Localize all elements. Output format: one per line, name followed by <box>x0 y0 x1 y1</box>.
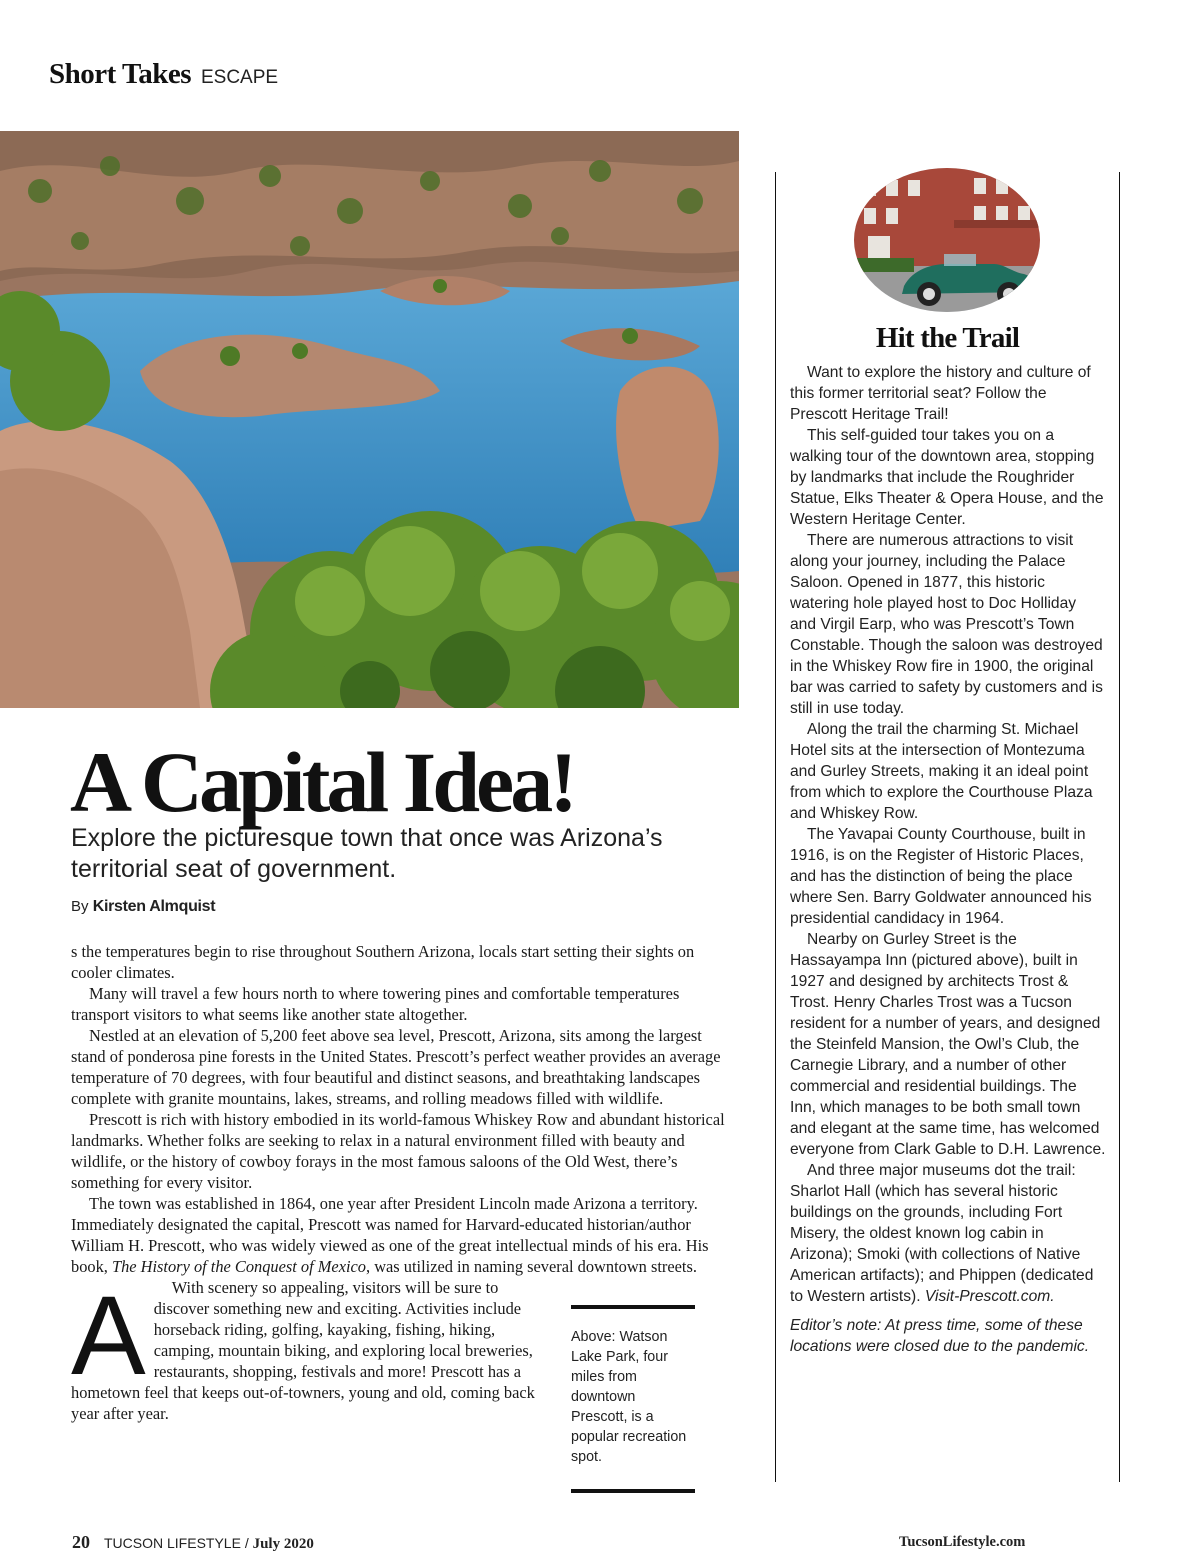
article-title: A Capital Idea! <box>70 734 574 830</box>
sidebar-paragraph: And three major museums dot the trail: Sharlot Hall (which has several historic buildings on the grounds, including Fort Misery, the oldest known log cabin in Arizona); Smoki (with collections of Native American artifacts); and Phippen (dedicated to Western artists). Visit-Prescott.com. <box>790 1162 1094 1305</box>
sidebar-paragraph: The Yavapai County Courthouse, built in 1916, is on the Register of Historic Places, and has the distinction of being the place where Sen. Barry Goldwater announced his presidential candidacy in 1964. <box>790 826 1092 927</box>
website-url[interactable]: TucsonLifestyle.com <box>899 1534 1026 1550</box>
website-link[interactable]: Visit-Prescott.com. <box>924 1288 1055 1305</box>
sidebar <box>775 172 1120 1482</box>
body-paragraph: With scenery so appealing, visitors will be sure to discover something new and exciting. Activities include horseback riding, golfing, kayaking, fishing, hiking, camping, mountain biking, and exploring local breweries, restaurants, shopping, festivals and more! Prescott has a hometown feel that keeps out-of-towners, young and old, coming back year after year. <box>71 1278 535 1423</box>
magazine-name: TUCSON LIFESTYLE <box>104 1535 241 1551</box>
sidebar-body <box>790 362 1106 1357</box>
article-deck: Explore the picturesque town that once was Arizona’s territorial seat of government. <box>71 824 663 883</box>
page-footer <box>72 1532 314 1553</box>
sidebar-title: Hit the Trail <box>875 322 1020 354</box>
body-paragraph: Nestled at an elevation of 5,200 feet above sea level, Prescott, Arizona, sits among the largest stand of ponderosa pine forests in the United States. Prescott’s perfect weather provides an average temperature of 70 degrees, with four beautiful and distinct seasons, and breathtaking landscapes complete with granite mountains, lakes, streams, and rolling meadows filled with wildlife. <box>71 1026 721 1108</box>
sidebar-paragraph: There are numerous attractions to visit along your journey, including the Palace Saloon. Opened in 1877, this historic watering hole played host to Doc Holliday and Virgil Earp, who was Prescott’s Town Constable. Though the saloon was destroyed in the Whiskey Row fire in 1900, the original bar was carried to safety by customers and is still in use today. <box>790 532 1103 717</box>
byline <box>71 898 215 916</box>
section-title: Short Takes <box>49 58 191 90</box>
body-paragraph: A s the temperatures begin to rise throughout Southern Arizona, locals start setting their sights on cooler climates. <box>71 942 695 1398</box>
body-paragraph: Prescott is rich with history embodied in its world-famous Whiskey Row and abundant historical landmarks. Whether folks are seeking to relax in a natural environment filled with beauty and wildlife, or the history of cowboy forays in the most famous saloons of the Old West, there’s something for every visitor. <box>71 1110 725 1192</box>
photo-caption: Above: Watson Lake Park, four miles from downtown Prescott, is a popular recreation spot. <box>571 1305 695 1493</box>
hotel-car-illustration <box>854 168 1040 312</box>
sidebar-paragraph: Nearby on Gurley Street is the Hassayampa Inn (pictured above), built in 1927 and designed by architects Trost & Trost. Henry Charles Trost was a Tucson resident for a number of years, and designed the Steinfeld Mansion, the Owl’s Club, the Carnegie Library, and a number of other commercial and residential buildings. The Inn, which manages to be both small town and elegant at the same time, has welcomed everyone from Clark Gable to D.H. Lawrence. <box>790 931 1106 1158</box>
section-subtitle: ESCAPE <box>200 67 279 88</box>
drop-cap: A <box>71 1273 146 1398</box>
section-header <box>49 58 278 91</box>
page-number: 20 <box>72 1532 90 1552</box>
footer-separator: / <box>244 1535 249 1551</box>
body-paragraph: Many will travel a few hours north to where towering pines and comfortable temperatures transport visitors to what seems like another state altogether. <box>71 984 680 1024</box>
book-title: The History of the Conquest of Mexico <box>111 1257 366 1276</box>
author-name: Kirsten Almquist <box>92 898 216 915</box>
sidebar-paragraph: Want to explore the history and culture of this former territorial seat? Follow the Prescott Heritage Trail! <box>790 364 1091 423</box>
byline-prefix: By <box>71 898 89 915</box>
sidebar-paragraph: Along the trail the charming St. Michael Hotel sits at the intersection of Montezuma and Gurley Streets, making it an ideal point from which to explore the Courthouse Plaza and Whiskey Row. <box>790 721 1093 822</box>
watson-lake-illustration <box>0 131 739 708</box>
body-paragraph: The town was established in 1864, one year after President Lincoln made Arizona a territory. Immediately designated the capital, Prescott was named for Harvard-educated historian/author William H. Prescott, who was widely viewed as one of the great intellectual minds of his era. His book, The History of the Conquest of Mexico, was utilized in naming several downtown streets. <box>71 1194 709 1276</box>
hero-photo <box>0 131 739 708</box>
sidebar-paragraph: This self-guided tour takes you on a walking tour of the downtown area, stopping by landmarks that include the Roughrider Statue, Elks Theater & Opera House, and the Western Heritage Center. <box>790 427 1104 528</box>
hassayampa-inn-photo <box>854 168 1040 312</box>
editor-note: Editor’s note: At press time, some of these locations were closed due to the pandemic. <box>790 1317 1090 1355</box>
issue-date: July 2020 <box>252 1536 314 1552</box>
